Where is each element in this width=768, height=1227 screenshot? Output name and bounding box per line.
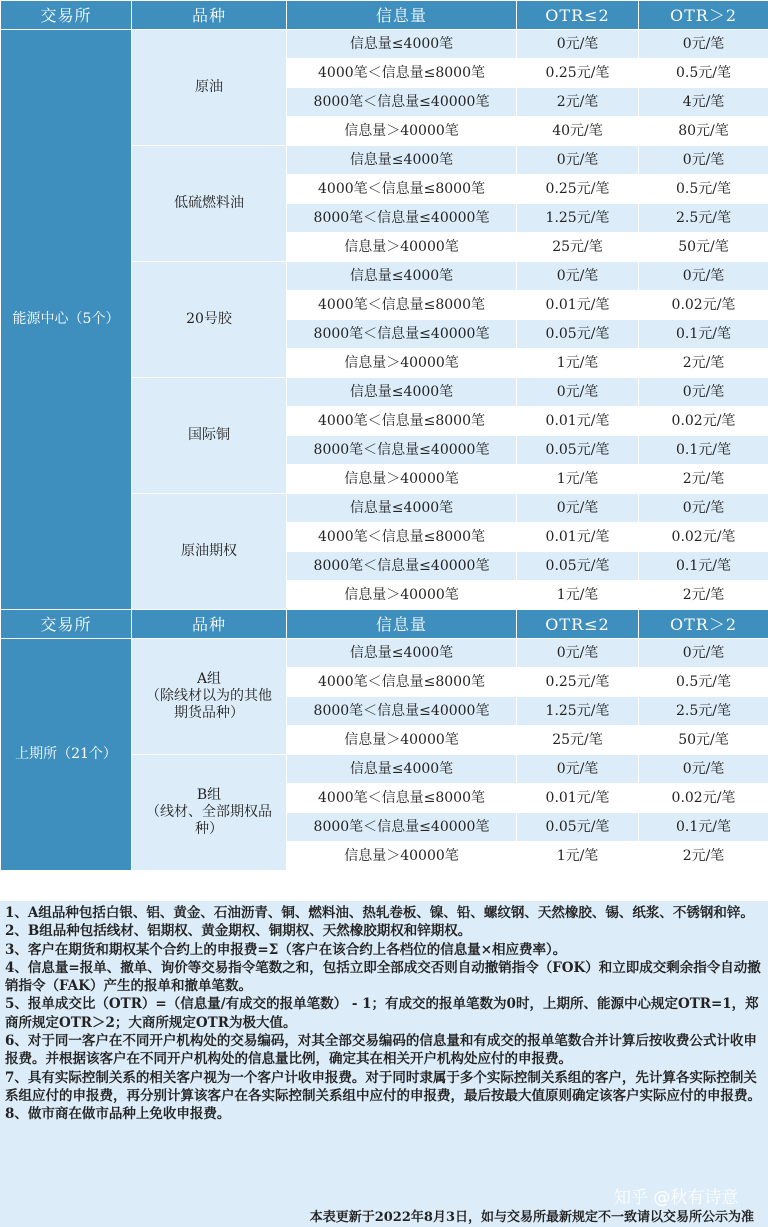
- fee-otr-high-cell: 0.5元/笔: [639, 59, 768, 88]
- product-cell: [132, 30, 287, 146]
- tier-cell: 8000笔＜信息量≤40000笔: [287, 436, 517, 465]
- fee-otr-low-cell: 0.05元/笔: [517, 552, 639, 581]
- tier-cell: 信息量＞40000笔: [287, 117, 517, 146]
- product-subtitle: （除线材以为的其他期货品种）: [146, 688, 272, 721]
- tier-cell: 8000笔＜信息量≤40000笔: [287, 320, 517, 349]
- tier-cell: 信息量≤4000笔: [287, 146, 517, 175]
- fee-otr-low-cell: 1.25元/笔: [517, 204, 639, 233]
- shfe-header-row: [1, 610, 768, 639]
- fee-otr-high-cell: 50元/笔: [639, 726, 768, 755]
- fee-otr-low-cell: 0.05元/笔: [517, 320, 639, 349]
- note-2: 2、B组品种包括线材、铝期权、黄金期权、铜期权、天然橡胶期权和锌期权。: [5, 923, 472, 940]
- watermark: 知乎 @秋有诗意: [614, 1188, 739, 1208]
- fee-otr-high-cell: 0.5元/笔: [639, 668, 768, 697]
- fee-otr-high-cell: 0元/笔: [639, 755, 768, 784]
- product-cell: [132, 146, 287, 262]
- fee-otr-high-cell: 2.5元/笔: [639, 697, 768, 726]
- fee-otr-low-cell: 0.01元/笔: [517, 784, 639, 813]
- fee-otr-low-cell: 0元/笔: [517, 639, 639, 668]
- fee-otr-low-cell: 0.25元/笔: [517, 175, 639, 204]
- table-row: [1, 639, 768, 668]
- fee-otr-high-cell: 0元/笔: [639, 262, 768, 291]
- header-volume: 信息量: [287, 610, 517, 639]
- fee-otr-low-cell: 25元/笔: [517, 233, 639, 262]
- tier-cell: 4000笔＜信息量≤8000笔: [287, 784, 517, 813]
- tier-cell: 信息量＞40000笔: [287, 581, 517, 610]
- fee-otr-low-cell: 0.01元/笔: [517, 407, 639, 436]
- header-otr-high: OTR＞2: [639, 1, 768, 30]
- product-name: A组: [196, 671, 222, 687]
- fee-otr-low-cell: 0元/笔: [517, 146, 639, 175]
- fee-otr-high-cell: 0.1元/笔: [639, 552, 768, 581]
- fee-otr-high-cell: 0.1元/笔: [639, 436, 768, 465]
- tier-cell: 4000笔＜信息量≤8000笔: [287, 291, 517, 320]
- note-4: 4、信息量=报单、撤单、询价等交易指令笔数之和，包括立即全部成交否则自动撤销指令（FOK）和立即成交剩余指令自动撤销指令（FAK）产生的报单和撤单笔数。: [5, 959, 761, 995]
- header-exchange: 交易所: [1, 610, 132, 639]
- fee-otr-high-cell: 0.02元/笔: [639, 291, 768, 320]
- tier-cell: 信息量≤4000笔: [287, 262, 517, 291]
- tier-cell: 4000笔＜信息量≤8000笔: [287, 407, 517, 436]
- header-volume: 信息量: [287, 1, 517, 30]
- product-cell: [132, 639, 287, 755]
- fee-otr-low-cell: 0.01元/笔: [517, 523, 639, 552]
- product-cell: [132, 262, 287, 378]
- tier-cell: 信息量＞40000笔: [287, 726, 517, 755]
- note-1: 1、A组品种包括白银、铝、黄金、石油沥青、铜、燃料油、热轧卷板、镍、铅、螺纹钢、天然橡胶、锡、纸浆、不锈钢和锌。: [5, 905, 754, 921]
- note-5: 5、报单成交比（OTR）=（信息量/有成交的报单笔数） - 1；有成交的报单笔数为0时，上期所、能源中心规定OTR=1，郑商所规定OTR＞2；大商所规定OTR为极大值。: [5, 996, 759, 1031]
- fee-otr-low-cell: 1元/笔: [517, 581, 639, 610]
- tier-cell: 8000笔＜信息量≤40000笔: [287, 813, 517, 842]
- footer-note: 本表更新于2022年8月3日，如与交易所最新规定不一致请以交易所公示为准: [309, 1210, 754, 1225]
- note-8: 8、做市商在做市品种上免收申报费。: [5, 1106, 231, 1123]
- tier-cell: 信息量＞40000笔: [287, 349, 517, 378]
- product-name: 原油期权: [181, 543, 237, 559]
- fee-otr-high-cell: 0.5元/笔: [639, 175, 768, 204]
- fee-otr-high-cell: 2元/笔: [639, 349, 768, 378]
- fee-otr-low-cell: 1元/笔: [517, 349, 639, 378]
- fee-otr-high-cell: 50元/笔: [639, 233, 768, 262]
- tier-cell: 8000笔＜信息量≤40000笔: [287, 88, 517, 117]
- fee-otr-high-cell: 0元/笔: [639, 146, 768, 175]
- fee-otr-low-cell: 0元/笔: [517, 30, 639, 59]
- fee-otr-high-cell: 2元/笔: [639, 465, 768, 494]
- tier-cell: 信息量≤4000笔: [287, 30, 517, 59]
- fee-otr-low-cell: 0元/笔: [517, 494, 639, 523]
- product-cell: [132, 378, 287, 494]
- note-6: 6、对于同一客户在不同开户机构处的交易编码，对其全部交易编码的信息量和有成交的报单笔数合并计算后按收费公式计收申报费。并根据该客户在不同开户机构处的信息量比例，确定其在相关开户机构处应付的申报费。: [5, 1033, 757, 1068]
- fee-otr-low-cell: 1元/笔: [517, 842, 639, 871]
- product-name: B组: [196, 787, 222, 803]
- fee-otr-high-cell: 0元/笔: [639, 639, 768, 668]
- fee-otr-low-cell: 1元/笔: [517, 465, 639, 494]
- product-name: 原油: [195, 79, 223, 95]
- tier-cell: 信息量＞40000笔: [287, 465, 517, 494]
- fee-otr-low-cell: 0.25元/笔: [517, 59, 639, 88]
- header-otr-low: OTR≤2: [517, 1, 639, 30]
- tier-cell: 8000笔＜信息量≤40000笔: [287, 697, 517, 726]
- fee-otr-high-cell: 80元/笔: [639, 117, 768, 146]
- note-7: 7、具有实际控制关系的相关客户视为一个客户计收申报费。对于同时隶属于多个实际控制关系组的客户，先计算各实际控制关系组应付的申报费，再分别计算该客户在各实际控制关系组中应付的申报费，最后按最大值原则确定该客户实际应付的申报费。: [5, 1069, 761, 1104]
- fee-otr-low-cell: 0.05元/笔: [517, 436, 639, 465]
- tier-cell: 信息量＞40000笔: [287, 233, 517, 262]
- tier-cell: 4000笔＜信息量≤8000笔: [287, 668, 517, 697]
- tier-cell: 4000笔＜信息量≤8000笔: [287, 523, 517, 552]
- ine-exchange-cell: 能源中心（5个）: [1, 30, 132, 610]
- product-subtitle: （线材、全部期权品种）: [146, 804, 272, 837]
- fee-otr-high-cell: 2元/笔: [639, 842, 768, 871]
- tier-cell: 信息量≤4000笔: [287, 639, 517, 668]
- shfe-exchange-cell: 上期所（21个）: [1, 639, 132, 871]
- fee-otr-low-cell: 0.01元/笔: [517, 291, 639, 320]
- note-3: 3、客户在期货和期权某个合约上的申报费=Σ（客户在该合约上各档位的信息量×相应费率）。: [5, 941, 567, 958]
- tier-cell: 信息量≤4000笔: [287, 494, 517, 523]
- fee-otr-high-cell: 2.5元/笔: [639, 204, 768, 233]
- product-cell: [132, 755, 287, 871]
- table-row: [1, 30, 768, 59]
- tier-cell: 8000笔＜信息量≤40000笔: [287, 552, 517, 581]
- fee-otr-high-cell: 0.02元/笔: [639, 784, 768, 813]
- header-product: 品种: [132, 610, 287, 639]
- fee-otr-low-cell: 25元/笔: [517, 726, 639, 755]
- fee-otr-low-cell: 1.25元/笔: [517, 697, 639, 726]
- tier-cell: 信息量≤4000笔: [287, 378, 517, 407]
- fee-otr-high-cell: 0.1元/笔: [639, 320, 768, 349]
- fee-otr-high-cell: 0.02元/笔: [639, 523, 768, 552]
- fee-otr-low-cell: 0.05元/笔: [517, 813, 639, 842]
- fee-otr-high-cell: 2元/笔: [639, 581, 768, 610]
- product-cell: [132, 494, 287, 610]
- header-otr-low: OTR≤2: [517, 610, 639, 639]
- ine-header-row: [1, 1, 768, 30]
- header-exchange: 交易所: [1, 1, 132, 30]
- tier-cell: 4000笔＜信息量≤8000笔: [287, 175, 517, 204]
- tier-cell: 8000笔＜信息量≤40000笔: [287, 204, 517, 233]
- fee-otr-high-cell: 0元/笔: [639, 30, 768, 59]
- fee-otr-high-cell: 4元/笔: [639, 88, 768, 117]
- fee-otr-low-cell: 0元/笔: [517, 755, 639, 784]
- fee-otr-high-cell: 0元/笔: [639, 378, 768, 407]
- fee-otr-high-cell: 0元/笔: [639, 494, 768, 523]
- fee-otr-low-cell: 0元/笔: [517, 262, 639, 291]
- fee-otr-low-cell: 40元/笔: [517, 117, 639, 146]
- notes-section: [0, 901, 768, 1227]
- fee-otr-high-cell: 0.02元/笔: [639, 407, 768, 436]
- product-name: 国际铜: [188, 427, 230, 443]
- tier-cell: 信息量≤4000笔: [287, 755, 517, 784]
- product-name: 低硫燃料油: [174, 195, 244, 211]
- fee-otr-low-cell: 2元/笔: [517, 88, 639, 117]
- header-otr-high: OTR＞2: [639, 610, 768, 639]
- header-product: 品种: [132, 1, 287, 30]
- fee-otr-high-cell: 0.1元/笔: [639, 813, 768, 842]
- tier-cell: 信息量＞40000笔: [287, 842, 517, 871]
- product-name: 20号胶: [186, 311, 232, 327]
- tier-cell: 4000笔＜信息量≤8000笔: [287, 59, 517, 88]
- fee-otr-low-cell: 0.25元/笔: [517, 668, 639, 697]
- fee-otr-low-cell: 0元/笔: [517, 378, 639, 407]
